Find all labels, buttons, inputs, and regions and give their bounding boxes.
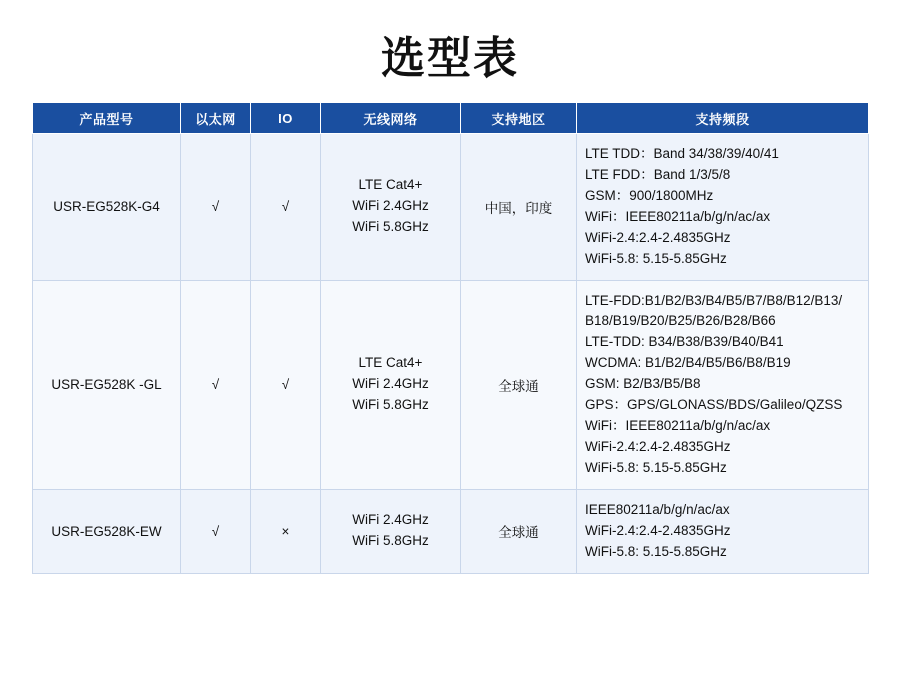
cell-wireless — [321, 489, 461, 573]
band-line: LTE FDD：Band 1/3/5/8 — [585, 166, 731, 182]
table-header-row — [33, 103, 869, 134]
band-line: B18/B19/B20/B25/B26/B28/B66 — [585, 313, 776, 329]
band-line: WiFi：IEEE80211a/b/g/n/ac/ax — [585, 208, 771, 224]
table-row — [33, 280, 869, 489]
wireless-line: WiFi 5.8GHz — [352, 219, 429, 235]
band-line: WCDMA: B1/B2/B4/B5/B6/B8/B19 — [585, 355, 791, 371]
cell-io: √ — [251, 280, 321, 489]
wireless-line: WiFi 5.8GHz — [352, 533, 429, 549]
cell-wireless — [321, 134, 461, 281]
band-line: WiFi-5.8: 5.15-5.85GHz — [585, 250, 727, 266]
cell-io: √ — [251, 134, 321, 281]
column-header-region: 支持地区 — [461, 103, 577, 134]
cell-region: 全球通 — [461, 489, 577, 573]
wireless-line: LTE Cat4+ — [358, 177, 423, 193]
cell-bands — [577, 280, 869, 489]
cell-ethernet: √ — [181, 280, 251, 489]
band-line: GPS：GPS/GLONASS/BDS/Galileo/QZSS — [585, 397, 843, 413]
column-header-io: IO — [251, 103, 321, 134]
table-head — [33, 103, 869, 134]
spec-table-container — [0, 102, 900, 574]
wireless-line: WiFi 2.4GHz — [352, 198, 429, 214]
cell-model: USR-EG528K-EW — [33, 489, 181, 573]
cell-ethernet: √ — [181, 489, 251, 573]
band-line: LTE-FDD:B1/B2/B3/B4/B5/B7/B8/B12/B13/ — [585, 292, 843, 308]
band-line: LTE TDD：Band 34/38/39/40/41 — [585, 146, 779, 161]
cell-region: 中国，印度 — [461, 134, 577, 281]
table-row — [33, 134, 869, 281]
cell-io: × — [251, 489, 321, 573]
band-line: GSM：900/1800MHz — [585, 187, 714, 203]
band-line: GSM: B2/B3/B5/B8 — [585, 376, 701, 392]
band-line: WiFi-5.8: 5.15-5.85GHz — [585, 543, 727, 559]
band-line: WiFi-5.8: 5.15-5.85GHz — [585, 459, 727, 475]
cell-model: USR-EG528K -GL — [33, 280, 181, 489]
table-body — [33, 134, 869, 574]
spec-table — [32, 102, 869, 574]
band-line: WiFi-2.4:2.4-2.4835GHz — [585, 229, 731, 245]
column-header-wireless: 无线网络 — [321, 103, 461, 134]
band-line: LTE-TDD: B34/B38/B39/B40/B41 — [585, 334, 784, 350]
wireless-line: WiFi 5.8GHz — [352, 397, 429, 413]
wireless-line: WiFi 2.4GHz — [352, 512, 429, 528]
table-row — [33, 489, 869, 573]
cell-region: 全球通 — [461, 280, 577, 489]
column-header-model: 产品型号 — [33, 103, 181, 134]
page-title: 选型表 — [381, 34, 519, 83]
cell-model: USR-EG528K-G4 — [33, 134, 181, 281]
band-line: IEEE80211a/b/g/n/ac/ax — [585, 501, 730, 517]
band-line: WiFi-2.4:2.4-2.4835GHz — [585, 522, 731, 538]
wireless-line: WiFi 2.4GHz — [352, 376, 429, 392]
column-header-bands: 支持频段 — [577, 103, 869, 134]
cell-wireless — [321, 280, 461, 489]
cell-bands — [577, 489, 869, 573]
band-line: WiFi：IEEE80211a/b/g/n/ac/ax — [585, 418, 771, 434]
cell-ethernet: √ — [181, 134, 251, 281]
wireless-line: LTE Cat4+ — [358, 355, 423, 371]
cell-bands — [577, 134, 869, 281]
band-line: WiFi-2.4:2.4-2.4835GHz — [585, 438, 731, 454]
column-header-ethernet: 以太网 — [181, 103, 251, 134]
